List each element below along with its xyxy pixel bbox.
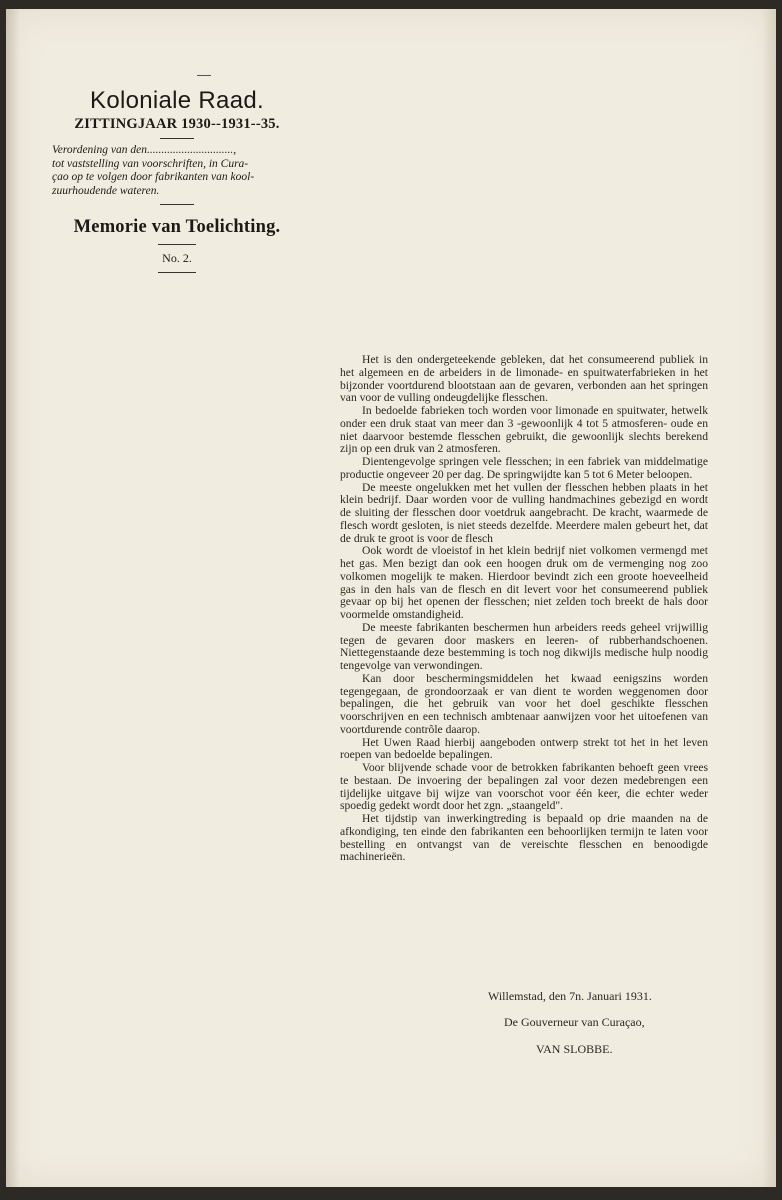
body-text (340, 354, 708, 864)
ordinance-line: çao op te volgen door fabrikanten van kool- (52, 171, 255, 183)
paragraph: Kan door beschermingsmiddelen het kwaad eenigszins worden tegengegaan, de grondoorzaak er van dient te worden weggenomen door bepalingen, die het gebruik van voor het doel geschikte flesschen voorschrijven en een technisch ambtenaar aanwijzen voor het uitoefenen van voortdurende contrôle daarop. (340, 671, 708, 736)
divider (158, 272, 196, 273)
paragraph: Het is den ondergeteekende gebleken, dat het consumeerend publiek in het algemeen en de arbeiders in de limonade- en spuitwaterfabrieken in het bijzonder voortdurend blootstaan aan de gevaren, verbonden aan het springen van voor de vulling ondeugdelijke flesschen. (340, 353, 708, 405)
paragraph: In bedoelde fabrieken toch worden voor limonade en spuitwater, hetwelk onder een druk staat van meer dan 3 -gewoonlijk 4 tot 5 atmosferen- oude en niet daarvoor bestemde flesschen gebruikt, die gewoonlijk slechts berekend zijn op een druk van 2 atmosferen. (340, 404, 708, 456)
place-date: Willemstad, den 7n. Januari 1931. (488, 989, 652, 1003)
ordinance-line: tot vaststelling van voorschriften, in Cura- (52, 157, 249, 170)
session-year: ZITTINGJAAR 1930--1931--35. (74, 116, 280, 132)
ordinance-line: Verordening van den.............................., (52, 144, 237, 156)
divider (160, 138, 194, 139)
paragraph: Voor blijvende schade voor de betrokken fabrikanten behoeft geen vrees te bestaan. De invoering der bepalingen zal voor dezen medebrengen een tijdelijke uitgave bij wijze van voorschot voor één keer, die echter weder spoedig gedekt wordt door het zgn. „staangeld". (340, 761, 708, 813)
paragraph: De meeste ongelukken met het vullen der flesschen hebben plaats in het klein bedrijf. Daar worden voor de vulling handmachines gebezigd en wordt de sluiting der flesschen door voetdruk aangebracht. De kracht, waarmede de flesch wordt gesloten, is niet steeds dezelfde. Meerdere malen gebeurt het, dat de druk te groot is voor de flesch (340, 480, 708, 545)
document-header (52, 77, 302, 273)
council-title: Koloniale Raad. (90, 87, 264, 114)
page-edge (762, 9, 776, 1187)
top-mark (197, 75, 211, 76)
divider (160, 204, 194, 205)
ordinance-line: zuurhoudende wateren. (52, 184, 160, 197)
paragraph: Ook wordt de vloeistof in het klein bedrijf niet volkomen vermengd met het gas. Men bezigt dan ook een hoogen druk om de vermenging nog zoo volkomen mogelijk te maken. Hierdoor bevindt zich een groote hoeveelheid gas in den hals van de flesch en dit levert voor het consumeerend publiek gevaar op bij het openen der flesschen; niet zelden toch breekt de hals door voormelde omstandigheid. (340, 544, 708, 621)
document-page (6, 9, 776, 1187)
signatory-role: De Gouverneur van Curaçao, (504, 1015, 645, 1029)
paragraph: Dientengevolge springen vele flesschen; in een fabriek van middelmatige productie ongeveer 20 per dag. De springwijdte kan 5 tot 6 Meter beloopen. (340, 455, 708, 481)
signatory-name: VAN SLOBBE. (536, 1042, 613, 1056)
paragraph: De meeste fabrikanten beschermen hun arbeiders reeds geheel vrijwillig tegen de gevaren door maskers en leeren- of rubberhandschoenen. Niettegenstaande deze bestemming is toch nog dikwijls medische hulp noodig tengevolge van verwondingen. (340, 620, 708, 672)
paragraph: Het tijdstip van inwerkingtreding is bepaald op drie maanden na de afkondiging, ten einde den fabrikanten een behoorlijken termijn te laten voor bestelling en ontvangst van de vereischte flesschen en benoodigde machinerieën. (340, 812, 708, 864)
paragraph: Het Uwen Raad hierbij aangeboden ontwerp strekt tot het in het leven roepen van bedoelde bepalingen. (340, 735, 708, 762)
document-title: Memorie van Toelichting. (73, 217, 281, 237)
divider (158, 244, 196, 245)
spine-shadow (6, 9, 20, 1187)
document-number: No. 2. (162, 251, 192, 265)
